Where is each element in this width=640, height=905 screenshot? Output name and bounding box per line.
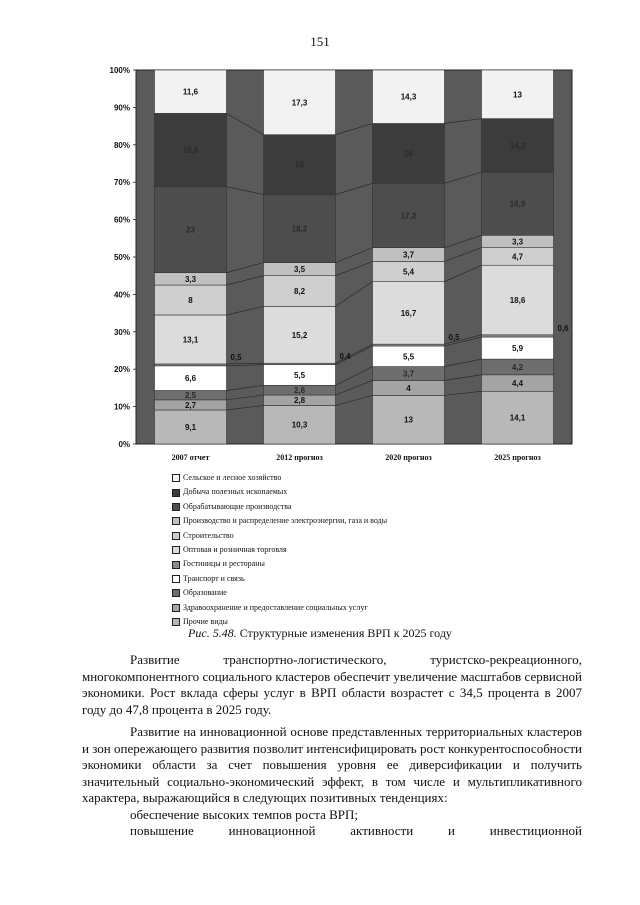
data-label: 19,6 <box>182 146 199 156</box>
y-tick-label: 60% <box>113 215 130 225</box>
legend-item <box>172 557 387 571</box>
legend-swatch <box>172 589 180 597</box>
chart-legend <box>172 471 387 629</box>
data-label: 13 <box>513 90 522 100</box>
paragraph-1: Развитие транспортно-логистического, туристско-рекреационного, многокомпонентного социального кластеров обеспечит увеличение масштабов сервисной экономики. Рост вклада сферы услуг в ВРП области возрастет с 34,5 процента в 2007 году до 47,8 процента в 2025 году. <box>82 652 582 717</box>
data-label: 3,3 <box>184 274 197 284</box>
legend-label: Прочие виды <box>183 616 228 626</box>
legend-label: Образование <box>183 588 227 598</box>
legend-item <box>172 529 387 543</box>
figure-caption <box>0 626 640 641</box>
legend-item <box>172 543 387 557</box>
stacked-bar-chart <box>100 62 580 462</box>
data-label: 5,4 <box>402 267 415 277</box>
y-tick-label: 70% <box>113 178 130 188</box>
legend-swatch <box>172 532 180 540</box>
data-label: 4,4 <box>511 379 524 389</box>
y-tick-label: 50% <box>113 253 130 262</box>
category-label: 2012 прогноз <box>276 453 323 462</box>
legend-label: Сельское и лесное хозяйство <box>183 473 282 482</box>
legend-label: Обрабатывающие производства <box>183 501 292 511</box>
data-label: 14,1 <box>509 413 526 423</box>
legend-swatch <box>172 517 180 525</box>
data-label: 4,7 <box>511 252 524 262</box>
legend-label: Строительство <box>183 530 234 540</box>
category-label: 2007 отчет <box>171 453 210 462</box>
paragraph-4: повышение инновационной активности и инвестиционной <box>130 823 582 838</box>
data-label: 17,3 <box>291 98 308 108</box>
legend-label: Транспорт и связь <box>183 573 245 583</box>
legend-swatch <box>172 561 180 569</box>
legend-swatch <box>172 474 180 482</box>
legend-label: Оптовая и розничная торговля <box>183 544 287 554</box>
legend-swatch <box>172 503 180 511</box>
y-tick-label: 80% <box>113 140 130 150</box>
data-label: 16 <box>404 149 413 159</box>
y-tick-label: 10% <box>113 402 130 412</box>
y-tick-label: 90% <box>113 103 130 113</box>
legend-item <box>172 500 387 514</box>
y-tick-label: 30% <box>113 327 130 337</box>
legend-swatch <box>172 604 180 612</box>
legend-swatch <box>172 618 180 626</box>
data-label: 3,3 <box>511 237 524 247</box>
y-tick-label: 20% <box>113 365 130 375</box>
data-label: 18,6 <box>509 296 526 306</box>
y-tick-label: 100% <box>109 66 130 75</box>
legend-label: Производство и распределение электроэнергии, газа и воды <box>183 516 388 526</box>
category-label: 2020 прогноз <box>385 453 432 462</box>
data-label: 5,5 <box>402 352 415 362</box>
data-label: 15,2 <box>291 330 308 340</box>
figure-caption-text: Структурные изменения ВРП к 2025 году <box>236 626 452 640</box>
legend-label: Гостиницы и рестораны <box>183 559 265 569</box>
data-label: 0,6 <box>557 323 569 333</box>
data-label: 2,8 <box>293 396 306 406</box>
data-label: 13,1 <box>182 335 199 345</box>
data-label: 4 <box>406 383 411 393</box>
legend-label: Здравоохранение и предоставление социальных услуг <box>183 602 368 612</box>
legend-swatch <box>172 489 180 497</box>
body-text <box>82 652 582 840</box>
data-label: 3,7 <box>402 250 415 260</box>
data-label: 0,5 <box>230 352 242 362</box>
data-label: 3,7 <box>402 369 415 379</box>
bar-segment <box>482 335 554 337</box>
figure-label: Рис. 5.48. <box>188 626 237 640</box>
data-label: 0,4 <box>339 351 351 361</box>
data-label: 2,5 <box>184 391 197 401</box>
legend-item <box>172 485 387 499</box>
legend-swatch <box>172 575 180 583</box>
paragraph-3: обеспечение высоких темпов роста ВРП; <box>130 806 358 822</box>
data-label: 13 <box>404 415 413 425</box>
data-label: 16 <box>295 160 304 170</box>
data-label: 16,9 <box>509 199 526 209</box>
y-tick-label: 40% <box>113 290 130 300</box>
data-label: 11,6 <box>182 87 199 97</box>
data-label: 8,2 <box>293 287 306 297</box>
data-label: 2,7 <box>184 400 197 410</box>
data-label: 18,2 <box>291 224 308 234</box>
data-label: 14,3 <box>400 92 417 102</box>
data-label: 16,7 <box>400 308 417 318</box>
paragraph-2: Развитие на инновационной основе представленных территориальных кластеров и зон опережающего развития позволит интенсифицировать рост конкурентоспособности экономики области за счет повышения уровня ее диверсификации и получить значительный социально-экономический эффект, в том числе и мультипликативного характера, выражающийся в следующих позитивных тенденциях: <box>82 724 582 805</box>
legend-item <box>172 586 387 600</box>
legend-item <box>172 514 387 528</box>
page-number: 151 <box>310 34 330 49</box>
data-label: 0,5 <box>448 333 460 343</box>
data-label: 3,5 <box>293 265 306 275</box>
data-label: 4,2 <box>511 362 524 372</box>
data-label: 10,3 <box>291 420 308 430</box>
data-label: 14,3 <box>509 141 526 151</box>
data-label: 5,5 <box>293 370 306 380</box>
category-label: 2025 прогноз <box>494 453 541 462</box>
data-label: 8 <box>188 296 193 306</box>
data-label: 5,9 <box>511 344 524 354</box>
data-label: 2,6 <box>293 386 306 396</box>
legend-item <box>172 471 387 485</box>
data-label: 9,1 <box>184 422 197 432</box>
legend-item <box>172 572 387 586</box>
y-tick-label: 0% <box>118 440 130 449</box>
data-label: 6,6 <box>184 374 197 384</box>
data-label: 17,2 <box>400 211 417 221</box>
data-label: 23 <box>186 225 195 235</box>
legend-swatch <box>172 546 180 554</box>
legend-label: Добыча полезных ископаемых <box>183 487 288 497</box>
legend-item <box>172 601 387 615</box>
